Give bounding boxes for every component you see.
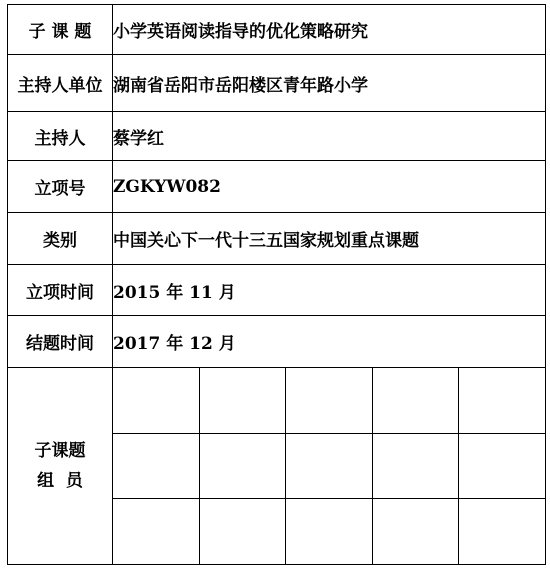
member-cell[interactable] (199, 368, 286, 433)
member-cell[interactable] (113, 368, 199, 433)
member-cell[interactable] (459, 499, 545, 564)
value-approval-date: 2015 年 11 月 (113, 265, 546, 316)
member-cell[interactable] (199, 433, 286, 498)
members-grid-row (113, 499, 545, 564)
value-project-number: ZGKYW082 (113, 161, 546, 213)
row-completion-date (8, 316, 546, 368)
value-host-unit: 湖南省岳阳市岳阳楼区青年路小学 (113, 55, 546, 112)
value-completion-date: 2017 年 12 月 (113, 316, 546, 368)
member-cell[interactable] (113, 499, 199, 564)
row-host-unit (8, 55, 546, 112)
value-subtopic: 小学英语阅读指导的优化策略研究 (113, 5, 546, 55)
row-project-number (8, 161, 546, 213)
row-approval-date (8, 265, 546, 316)
label-project-number: 立项号 (8, 161, 113, 213)
info-table (7, 4, 546, 565)
row-category (8, 213, 546, 265)
member-cell[interactable] (372, 368, 459, 433)
label-approval-date: 立项时间 (8, 265, 113, 316)
label-subtopic: 子 课 题 (8, 5, 113, 55)
member-cell[interactable] (459, 433, 545, 498)
label-host-unit: 主持人单位 (8, 55, 113, 112)
member-cell[interactable] (286, 433, 373, 498)
members-grid (113, 368, 545, 564)
members-grid-container (113, 368, 546, 565)
member-cell[interactable] (372, 499, 459, 564)
value-category: 中国关心下一代十三五国家规划重点课题 (113, 213, 546, 265)
project-info-form (7, 4, 546, 565)
row-members (8, 368, 546, 565)
member-cell[interactable] (286, 368, 373, 433)
member-cell[interactable] (372, 433, 459, 498)
members-grid-row (113, 368, 545, 433)
label-members: 子课题 组 员 (8, 368, 113, 565)
label-category: 类别 (8, 213, 113, 265)
member-cell[interactable] (459, 368, 545, 433)
row-subtopic (8, 5, 546, 55)
members-grid-row (113, 433, 545, 498)
label-completion-date: 结题时间 (8, 316, 113, 368)
member-cell[interactable] (199, 499, 286, 564)
label-host: 主持人 (8, 112, 113, 161)
row-host (8, 112, 546, 161)
member-cell[interactable] (286, 499, 373, 564)
value-host: 蔡学红 (113, 112, 546, 161)
member-cell[interactable] (113, 433, 199, 498)
